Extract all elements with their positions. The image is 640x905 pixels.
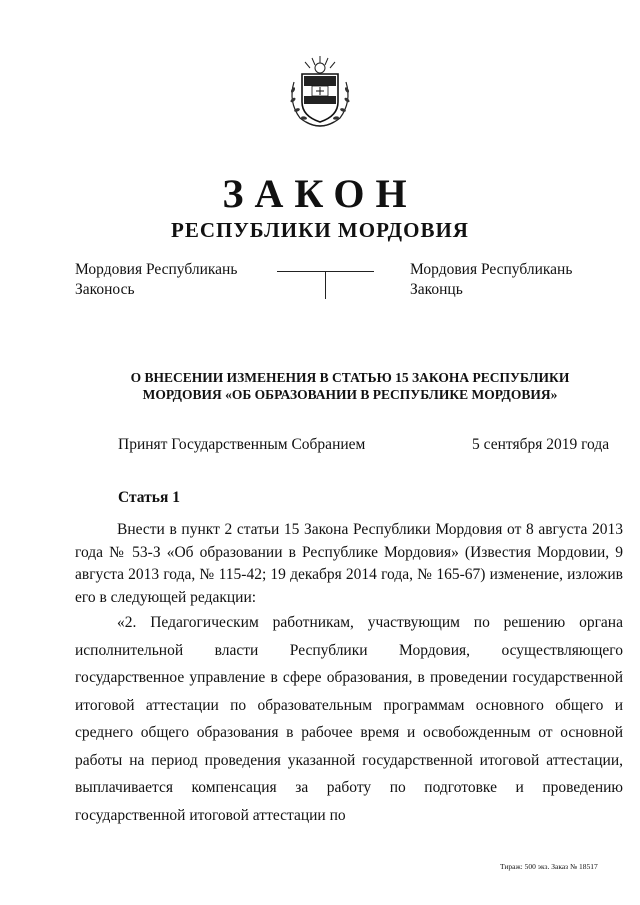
moksha-right-line-1: Мордовия Республикань xyxy=(410,261,573,278)
paragraph-1: Внести в пункт 2 статьи 15 Закона Республики Мордовия от 8 августа 2013 года № 53-З «Об образовании в Республике Мордовия» (Известия Мордовии, 9 августа 2013 года, № 115-42; 19 декабря 2014 года, № 165-67) изменение, изложив его в следующей редакции: xyxy=(75,521,623,606)
moksha-left-line-2: Законось xyxy=(75,281,135,298)
title-divider-vertical xyxy=(325,271,326,299)
moksha-right-line-2: Законць xyxy=(410,281,463,298)
law-heading-line-2: МОРДОВИЯ «ОБ ОБРАЗОВАНИИ В РЕСПУБЛИКЕ МОРДОВИЯ» xyxy=(142,387,558,402)
adopted-date: 5 сентября 2019 года xyxy=(472,436,610,453)
print-run-note: Тираж: 500 экз. Заказ № 18517 xyxy=(500,862,598,871)
document-subtitle: РЕСПУБЛИКИ МОРДОВИЯ xyxy=(171,218,469,242)
law-heading xyxy=(60,369,640,403)
adopted-by: Принят Государственным Собранием xyxy=(118,436,366,453)
document-body xyxy=(75,519,623,829)
moksha-title-left xyxy=(75,260,237,300)
moksha-title-right xyxy=(410,260,572,300)
law-heading-line-1: О ВНЕСЕНИИ ИЗМЕНЕНИЯ В СТАТЬЮ 15 ЗАКОНА РЕСПУБЛИКИ xyxy=(130,370,570,385)
document-title: ЗАКОН xyxy=(222,171,418,216)
article-title: Статья 1 xyxy=(118,489,180,506)
paragraph-2: «2. Педагогическим работникам, участвующим по решению органа исполнительной власти Республики Мордовия, осуществляющего государственное управление в сфере образования, в проведении государственной итоговой аттестации по образовательным программам основного общего и среднего общего образования в рабочее время и освобожденным от основной работы на период проведения указанной государственной итоговой аттестации, выплачивается компенсация за работу по подготовке и проведению государственной итоговой аттестации по xyxy=(75,614,623,824)
coat-of-arms-icon xyxy=(284,52,356,130)
moksha-left-line-1: Мордовия Республикань xyxy=(75,261,238,278)
